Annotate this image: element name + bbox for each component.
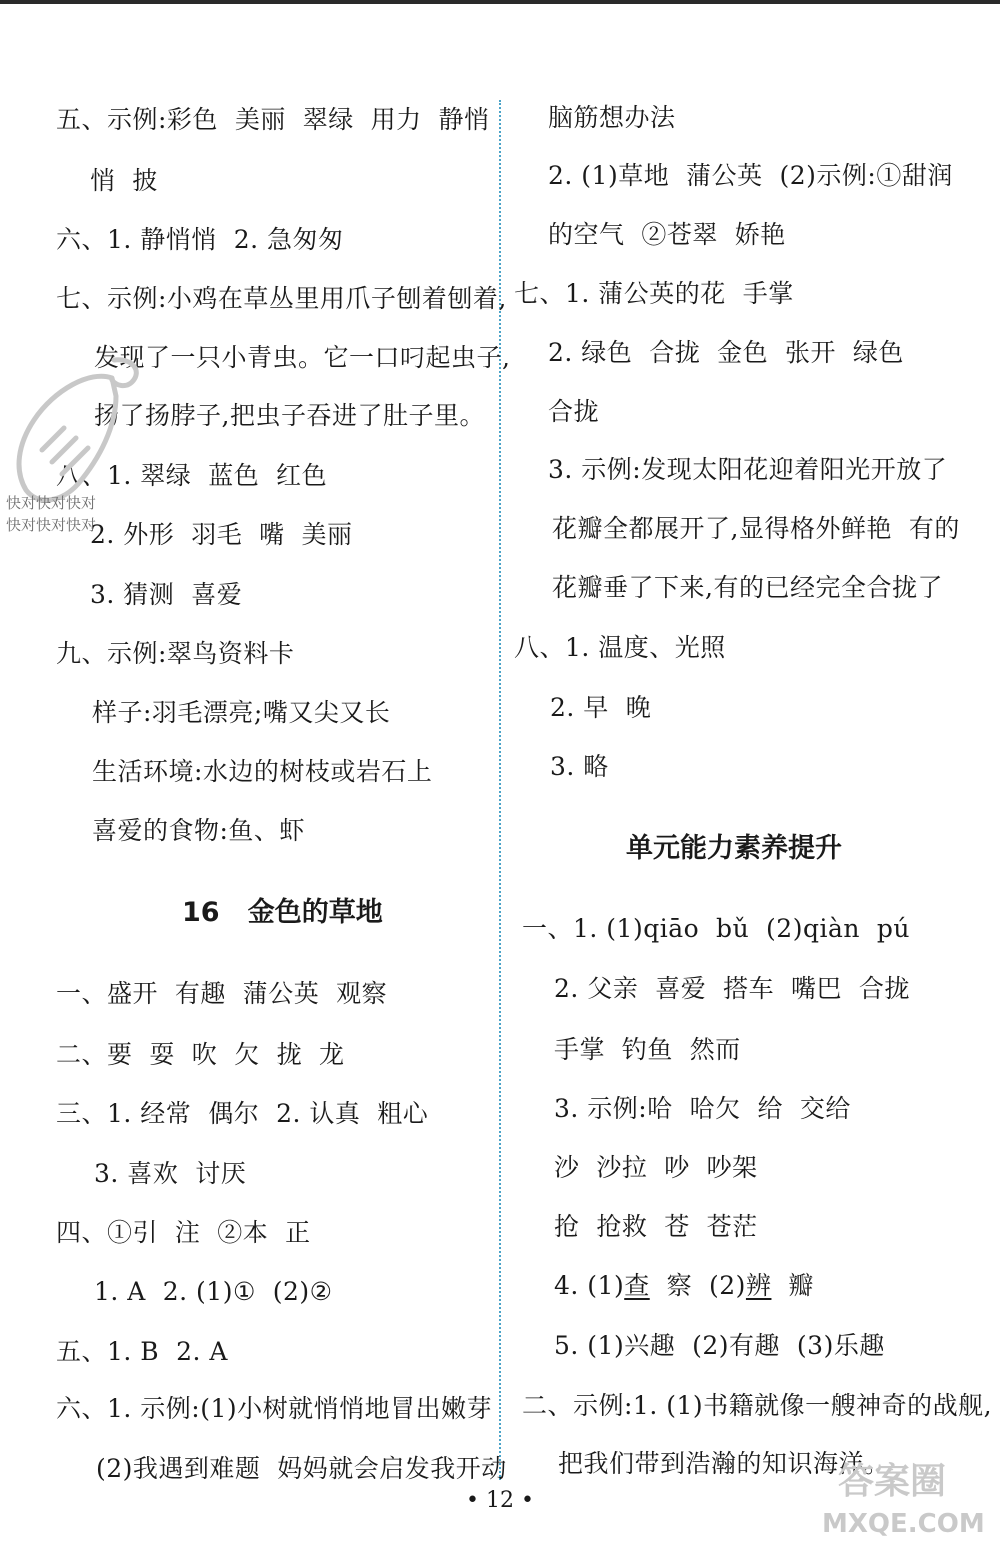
left-line-7: 八、1. 翠绿 蓝色 红色 [56,461,328,490]
left-line-20: 五、1. B 2. A [56,1337,228,1366]
chick-watermark-icon [4,330,144,510]
left-line-21: 六、1. 示例:(1)小树就悄悄地冒出嫩芽 [56,1394,493,1423]
right-line-14: 2. 父亲 喜爱 搭车 嘴巴 合拢 [554,974,910,1003]
r19-suffix: 瓣 [771,1271,814,1300]
right-line-6: 合拢 [548,397,600,426]
left-line-17: 3. 喜欢 讨厌 [94,1159,247,1188]
right-line-2: 2. (1)草地 蒲公英 (2)示例:①甜润 [548,161,953,190]
right-line-22: 把我们带到浩瀚的知识海洋。 [558,1449,890,1478]
watermark-text-2: 快对快对快对 [6,516,97,534]
right-line-12: 3. 略 [550,752,609,781]
right-line-13: 一、1. (1)qiāo bǔ (2)qiàn pú [522,914,910,943]
right-line-1: 脑筋想办法 [548,103,676,132]
left-line-11: 样子:羽毛漂亮;嘴又尖又长 [92,698,391,727]
r19-underlined-2: 辨 [745,1271,772,1300]
left-line-19: 1. A 2. (1)① (2)② [94,1277,333,1306]
right-line-8: 花瓣全都展开了,显得格外鲜艳 有的 [552,514,960,543]
left-line-2: 悄 披 [90,166,158,195]
left-line-10: 九、示例:翠鸟资料卡 [56,639,295,668]
page-number: • 12 • [466,1488,534,1513]
left-line-14: 一、盛开 有趣 蒲公英 观察 [56,979,388,1008]
lesson-title: 16 金色的草地 [182,897,383,928]
left-line-15: 二、要 耍 吹 欠 拢 龙 [56,1040,345,1069]
top-border [0,0,1000,4]
logo-watermark: 答案圈 [838,1461,947,1502]
right-line-3: 的空气 ②苍翠 娇艳 [548,220,786,249]
r19-middle: 察 (2) [649,1271,746,1300]
left-line-22: (2)我遇到难题 妈妈就会启发我开动 [96,1454,507,1483]
right-line-11: 2. 早 晚 [550,693,652,722]
right-line-19 [554,1270,814,1302]
left-line-1: 五、示例:彩色 美丽 翠绿 用力 静悄 [56,105,490,134]
left-line-9: 3. 猜测 喜爱 [90,580,243,609]
r19-underlined-1: 查 [624,1271,650,1300]
left-line-18: 四、①引 注 ②本 正 [56,1218,311,1247]
right-line-20: 5. (1)兴趣 (2)有趣 (3)乐趣 [554,1331,885,1360]
right-line-5: 2. 绿色 合拢 金色 张开 绿色 [548,338,904,367]
right-line-17: 沙 沙拉 吵 吵架 [554,1153,758,1182]
left-line-12: 生活环境:水边的树枝或岩石上 [92,757,433,786]
right-line-15: 手掌 钓鱼 然而 [554,1035,741,1064]
watermark-text-1: 快对快对快对 [6,494,97,512]
right-line-16: 3. 示例:哈 哈欠 给 交给 [554,1094,851,1123]
right-line-18: 抢 抢救 苍 苍茫 [554,1212,758,1241]
left-line-8: 2. 外形 羽毛 嘴 美丽 [90,520,353,549]
unit-title: 单元能力素养提升 [626,833,842,864]
left-line-13: 喜爱的食物:鱼、虾 [92,816,305,845]
url-watermark: MXQE.COM [822,1509,985,1539]
left-line-3: 六、1. 静悄悄 2. 急匆匆 [56,225,344,254]
left-line-4: 七、示例:小鸡在草丛里用爪子刨着刨着, [56,284,507,313]
right-line-7: 3. 示例:发现太阳花迎着阳光开放了 [548,455,948,484]
left-line-5: 发现了一只小青虫。它一口叼起虫子, [94,343,511,372]
right-line-9: 花瓣垂了下来,有的已经完全合拢了 [552,573,943,602]
left-line-6: 扬了扬脖子,把虫子吞进了肚子里。 [94,401,485,430]
right-line-10: 八、1. 温度、光照 [514,633,726,662]
right-line-4: 七、1. 蒲公英的花 手掌 [514,279,794,308]
r19-prefix: 4. (1) [554,1271,625,1300]
right-line-21: 二、示例:1. (1)书籍就像一艘神奇的战舰, [522,1391,993,1420]
left-line-16: 三、1. 经常 偶尔 2. 认真 粗心 [56,1099,429,1128]
